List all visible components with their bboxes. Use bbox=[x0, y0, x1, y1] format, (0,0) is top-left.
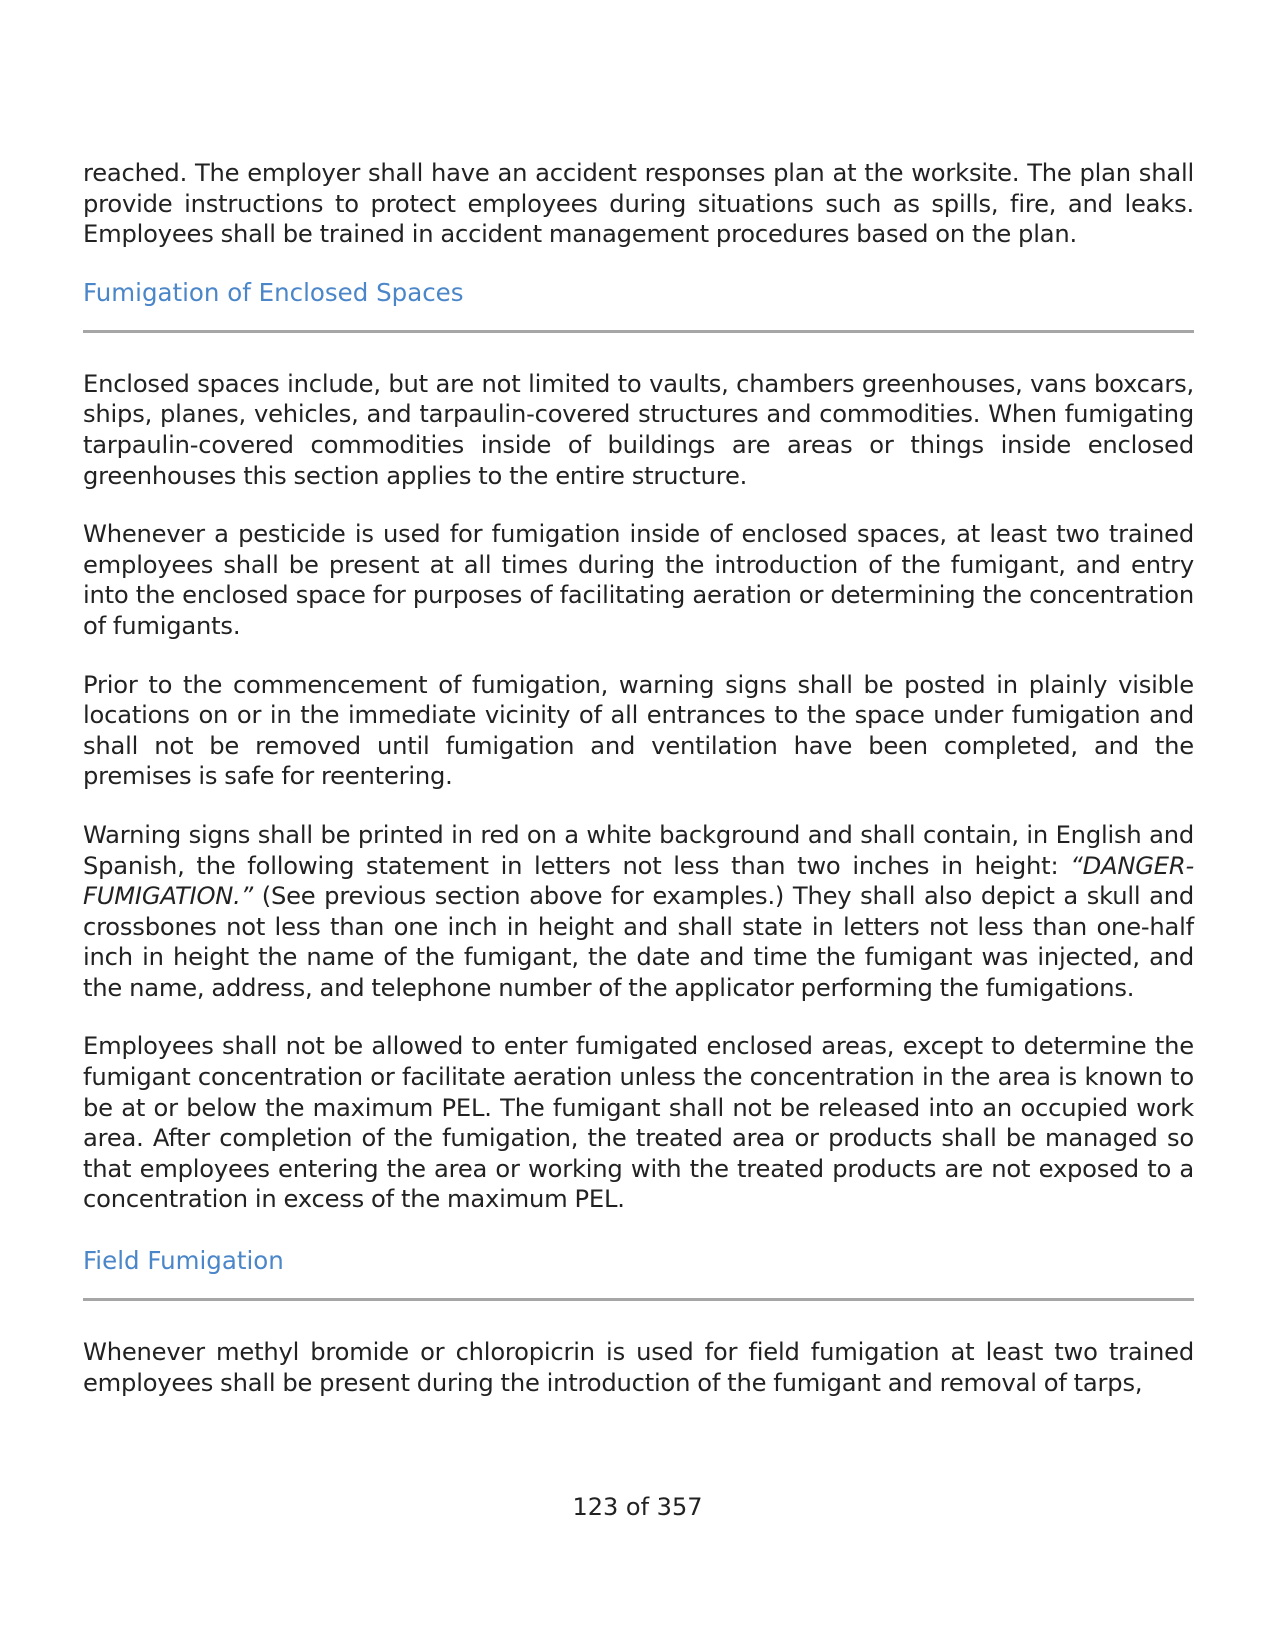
danger-fumigation-statement: “DANGER-FUMIGATION.” bbox=[83, 851, 1194, 911]
paragraph-field-fumigation: Whenever methyl bromide or chloropicrin is used for field fumigation at least two trained employees shall be present during the introduction of the fumigant and removal of tarps, bbox=[83, 1338, 1194, 1397]
paragraph-warning-signs-content bbox=[83, 820, 1194, 1004]
section-heading-field-fumigation: Field Fumigation bbox=[83, 1246, 284, 1276]
paragraph-text: Warning signs shall be printed in red on a white background and shall contain, in English and Spanish, the following statement in letters not less than two inches in height: bbox=[83, 820, 1194, 880]
paragraph-two-trained-employees: Whenever a pesticide is used for fumigation inside of enclosed spaces, at least two trained employees shall be present at all times during the introduction of the fumigant, and entry into the enclosed space for purposes of facilitating aeration or determining the concentration of fumigants. bbox=[83, 520, 1194, 640]
paragraph-enclosed-definition: Enclosed spaces include, but are not limited to vaults, chambers greenhouses, vans boxcars, ships, planes, vehicles, and tarpaulin-covered structures and commodities. When fumigating tarpaulin-covered commodities inside of buildings are areas or things inside enclosed greenhouses this section applies to the entire structure. bbox=[83, 369, 1194, 490]
document-page bbox=[83, 158, 1194, 1398]
paragraph-accident-plan: reached. The employer shall have an accident responses plan at the worksite. The plan shall provide instructions to protect employees during situations such as spills, fire, and leaks. Employees shall be trained in accident management procedures based on the plan. bbox=[83, 159, 1194, 249]
page-number: 123 of 357 bbox=[572, 1493, 703, 1521]
paragraph-warning-signs-posted: Prior to the commencement of fumigation, warning signs shall be posted in plainly visible locations on or in the immediate vicinity of all entrances to the space under fumigation and shall not be removed until fumigation and ventilation have been completed, and the premises is safe for reentering. bbox=[83, 670, 1194, 791]
section-heading-enclosed-spaces: Fumigation of Enclosed Spaces bbox=[83, 277, 464, 307]
paragraph-text: (See previous section above for examples.) They shall also depict a skull and crossbones not less than one inch in height and shall state in letters not less than one-half inch in height the name of the fumigant, the date and time the fumigant was injected, and the name, address, and telephone number of the applicator performing the fumigations. bbox=[83, 882, 1194, 1002]
paragraph-entry-restrictions: Employees shall not be allowed to enter fumigated enclosed areas, except to determine the fumigant concentration or facilitate aeration unless the concentration in the area is known to be at or below the maximum PEL. The fumigant shall not be released into an occupied work area. After completion of the fumigation, the treated area or products shall be managed so that employees entering the area or working with the treated products are not exposed to a concentration in excess of the maximum PEL. bbox=[83, 1032, 1194, 1214]
section-divider bbox=[83, 1298, 1194, 1301]
section-divider bbox=[83, 330, 1194, 333]
